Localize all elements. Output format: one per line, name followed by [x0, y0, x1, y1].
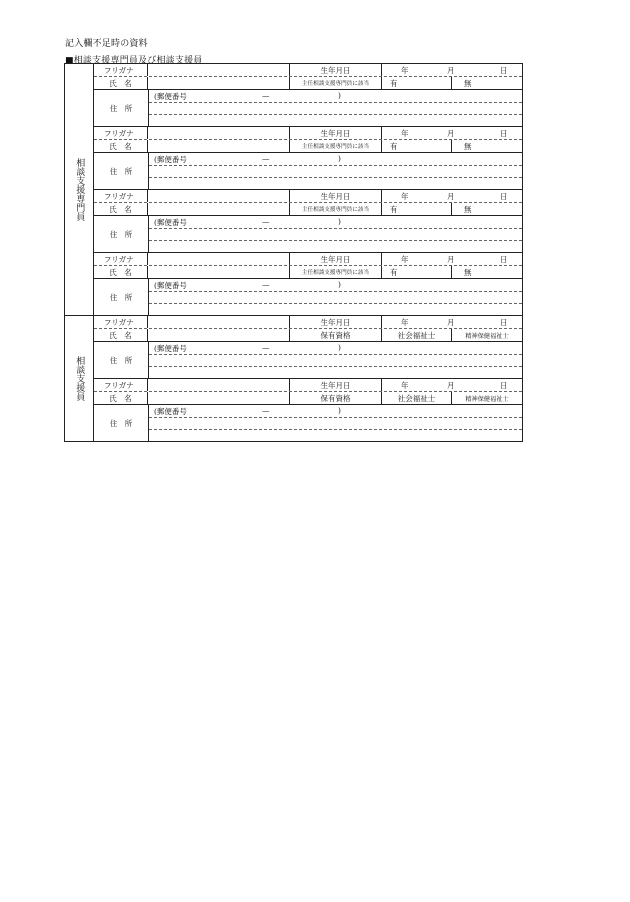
furigana-label: フリガナ [94, 253, 148, 265]
chief-label: 主任相談支援専門員に該当 [290, 77, 382, 89]
birth-label: 生年月日 [290, 64, 382, 76]
furigana-field[interactable] [148, 253, 290, 265]
mental-health-worker-option[interactable]: 精神保健福祉士 [465, 395, 509, 403]
address-label: 住 所 [94, 405, 149, 441]
name-field[interactable] [148, 329, 290, 341]
name-field[interactable] [148, 77, 290, 89]
chief-no-option[interactable]: 無 [464, 141, 472, 151]
birth-date-field[interactable]: 年 月 日 [401, 318, 508, 327]
birth-date-field[interactable]: 年 月 日 [401, 66, 508, 75]
birth-label: 生年月日 [290, 253, 382, 265]
staff-form [64, 63, 523, 442]
address-field[interactable]: (郵便番号 — ) [149, 342, 522, 378]
name-label: 氏 名 [94, 266, 148, 278]
group-specialists [64, 63, 523, 316]
qualification-label: 保有資格 [290, 329, 382, 341]
social-worker-option[interactable]: 社会福祉士 [382, 392, 452, 404]
address-field[interactable]: (郵便番号 — ) [149, 279, 522, 315]
group-assistants [64, 316, 523, 442]
mental-health-worker-option[interactable]: 精神保健福祉士 [465, 332, 509, 340]
name-label: 氏 名 [94, 140, 148, 152]
name-label: 氏 名 [94, 203, 148, 215]
name-label: 氏 名 [94, 329, 148, 341]
chief-no-option[interactable]: 無 [464, 267, 472, 277]
record [94, 126, 522, 189]
chief-label: 主任相談支援専門員に該当 [290, 140, 382, 152]
chief-yes-option[interactable]: 有 [382, 266, 452, 278]
furigana-label: フリガナ [94, 127, 148, 139]
section-heading: ■相談支援専門員及び相談支援員 [65, 56, 203, 66]
address-label: 住 所 [94, 279, 149, 315]
qualification-label: 保有資格 [290, 392, 382, 404]
birth-label: 生年月日 [290, 127, 382, 139]
record [94, 316, 522, 378]
chief-label: 主任相談支援専門員に該当 [290, 266, 382, 278]
record [94, 64, 522, 126]
chief-no-option[interactable]: 無 [464, 78, 472, 88]
birth-date-field[interactable]: 年 月 日 [401, 192, 508, 201]
furigana-field[interactable] [148, 127, 290, 139]
birth-label: 生年月日 [290, 316, 382, 328]
name-label: 氏 名 [94, 77, 148, 89]
address-field[interactable]: (郵便番号 — ) [149, 216, 522, 252]
name-label: 氏 名 [94, 392, 148, 404]
group-label: 相談支援専門員 [65, 64, 94, 315]
birth-date-field[interactable]: 年 月 日 [401, 381, 508, 390]
chief-no-option[interactable]: 無 [464, 204, 472, 214]
furigana-label: フリガナ [94, 316, 148, 328]
furigana-field[interactable] [148, 316, 290, 328]
record [94, 189, 522, 252]
name-field[interactable] [148, 203, 290, 215]
group-label: 相談支援員 [65, 316, 94, 441]
chief-yes-option[interactable]: 有 [382, 140, 452, 152]
birth-label: 生年月日 [290, 190, 382, 202]
social-worker-option[interactable]: 社会福祉士 [382, 329, 452, 341]
address-label: 住 所 [94, 342, 149, 378]
chief-yes-option[interactable]: 有 [382, 203, 452, 215]
furigana-field[interactable] [148, 190, 290, 202]
birth-date-field[interactable]: 年 月 日 [401, 255, 508, 264]
record [94, 252, 522, 315]
furigana-label: フリガナ [94, 190, 148, 202]
address-field[interactable]: (郵便番号 — ) [149, 405, 522, 441]
note-text: 記入欄不足時の資料 [65, 39, 148, 49]
furigana-field[interactable] [148, 379, 290, 391]
birth-label: 生年月日 [290, 379, 382, 391]
chief-yes-option[interactable]: 有 [382, 77, 452, 89]
address-label: 住 所 [94, 153, 149, 189]
name-field[interactable] [148, 266, 290, 278]
furigana-field[interactable] [148, 64, 290, 76]
address-field[interactable]: (郵便番号 — ) [149, 153, 522, 189]
name-field[interactable] [148, 392, 290, 404]
record [94, 378, 522, 441]
address-label: 住 所 [94, 90, 149, 126]
chief-label: 主任相談支援専門員に該当 [290, 203, 382, 215]
furigana-label: フリガナ [94, 64, 148, 76]
address-label: 住 所 [94, 216, 149, 252]
name-field[interactable] [148, 140, 290, 152]
address-field[interactable]: (郵便番号 — ) [149, 90, 522, 126]
furigana-label: フリガナ [94, 379, 148, 391]
birth-date-field[interactable]: 年 月 日 [401, 129, 508, 138]
